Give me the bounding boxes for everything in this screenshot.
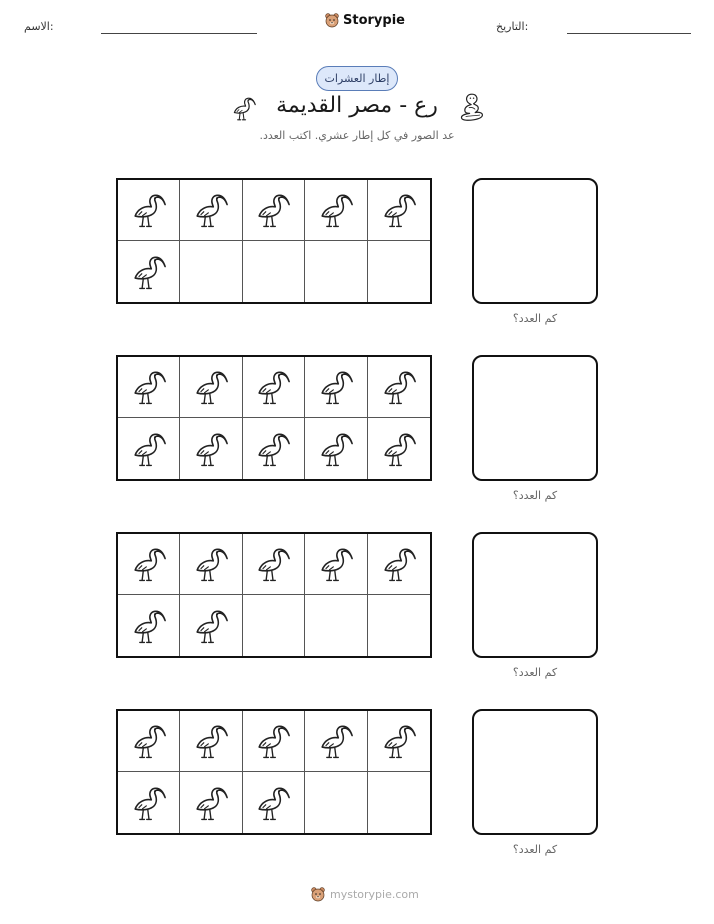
ibis-icon [126, 424, 172, 474]
ten-frame-cell [305, 241, 367, 302]
ten-frame-cell [243, 772, 305, 833]
cobra-icon [456, 91, 488, 127]
ten-frame-cell [368, 711, 430, 772]
ten-frame [116, 178, 432, 304]
bear-mascot-icon [310, 886, 326, 902]
ibis-icon [126, 778, 172, 828]
ibis-icon [250, 424, 296, 474]
ten-frame-cell [243, 357, 305, 418]
ten-frame-cell [118, 534, 180, 595]
ibis-icon [250, 716, 296, 766]
footer [310, 886, 419, 902]
ibis-icon [250, 185, 296, 235]
ten-frame-cell [368, 357, 430, 418]
count-prompt: كم العدد؟ [512, 843, 558, 856]
page-title: رع - مصر القديمة [276, 93, 438, 118]
name-label: الاسم: [24, 20, 54, 33]
ibis-icon [228, 91, 260, 127]
count-prompt: كم العدد؟ [512, 489, 558, 502]
brand-name: Storypie [343, 12, 405, 28]
ten-frame-cell [305, 357, 367, 418]
ten-frame-cell [118, 241, 180, 302]
ten-frame-cell [368, 418, 430, 479]
ibis-icon [188, 185, 234, 235]
count-prompt: كم العدد؟ [512, 666, 558, 679]
ibis-icon [313, 424, 359, 474]
ten-frame-cell [305, 534, 367, 595]
ten-frame-cell [305, 772, 367, 833]
ibis-icon [376, 539, 422, 589]
ten-frame-cell [305, 418, 367, 479]
ibis-icon [126, 362, 172, 412]
footer-url: mystorypie.com [330, 887, 419, 901]
ibis-icon [188, 362, 234, 412]
ibis-icon [126, 539, 172, 589]
ten-frame-cell [118, 772, 180, 833]
ten-frame-cell [180, 534, 242, 595]
ten-frame-cell [243, 595, 305, 656]
answer-box[interactable] [472, 355, 598, 481]
ten-frame-cell [180, 595, 242, 656]
date-line[interactable] [567, 33, 691, 34]
ten-frame-cell [368, 595, 430, 656]
ten-frame-cell [368, 534, 430, 595]
ten-frame-cell [305, 595, 367, 656]
bear-mascot-icon [324, 12, 340, 28]
ten-frame-cell [243, 418, 305, 479]
ten-frame-cell [368, 772, 430, 833]
ten-frame [116, 709, 432, 835]
ibis-icon [126, 716, 172, 766]
name-line[interactable] [101, 33, 257, 34]
ibis-icon [376, 362, 422, 412]
ibis-icon [376, 716, 422, 766]
ibis-icon [250, 539, 296, 589]
ten-frame-cell [243, 180, 305, 241]
ten-frame-cell [180, 711, 242, 772]
instructions: عد الصور في كل إطار عشري. اكتب العدد. [259, 129, 455, 142]
ibis-icon [126, 247, 172, 297]
ten-frame [116, 532, 432, 658]
topic-badge: إطار العشرات [316, 66, 398, 91]
ibis-icon [376, 185, 422, 235]
ibis-icon [188, 778, 234, 828]
ten-frame-cell [243, 241, 305, 302]
ibis-icon [313, 185, 359, 235]
ten-frame-cell [118, 711, 180, 772]
date-label: التاريخ: [496, 20, 529, 33]
ibis-icon [313, 716, 359, 766]
count-prompt: كم العدد؟ [512, 312, 558, 325]
ibis-icon [313, 539, 359, 589]
ibis-icon [376, 424, 422, 474]
ten-frame-cell [243, 534, 305, 595]
ten-frame-cell [305, 180, 367, 241]
ten-frame-cell [243, 711, 305, 772]
answer-box[interactable] [472, 532, 598, 658]
ten-frame-cell [180, 180, 242, 241]
answer-box[interactable] [472, 178, 598, 304]
ten-frame-cell [180, 418, 242, 479]
ibis-icon [188, 424, 234, 474]
ten-frame-cell [305, 711, 367, 772]
ibis-icon [250, 362, 296, 412]
ibis-icon [250, 778, 296, 828]
ibis-icon [313, 362, 359, 412]
ibis-icon [126, 601, 172, 651]
ten-frame-cell [118, 595, 180, 656]
brand-logo [324, 12, 405, 28]
ibis-icon [188, 716, 234, 766]
ten-frame-cell [118, 418, 180, 479]
answer-box[interactable] [472, 709, 598, 835]
ten-frame-cell [180, 772, 242, 833]
ten-frame-cell [118, 357, 180, 418]
ten-frame-cell [180, 241, 242, 302]
ten-frame-cell [180, 357, 242, 418]
ten-frame-cell [118, 180, 180, 241]
ten-frame-cell [368, 241, 430, 302]
ibis-icon [126, 185, 172, 235]
ten-frame [116, 355, 432, 481]
ibis-icon [188, 601, 234, 651]
ten-frame-cell [368, 180, 430, 241]
ibis-icon [188, 539, 234, 589]
